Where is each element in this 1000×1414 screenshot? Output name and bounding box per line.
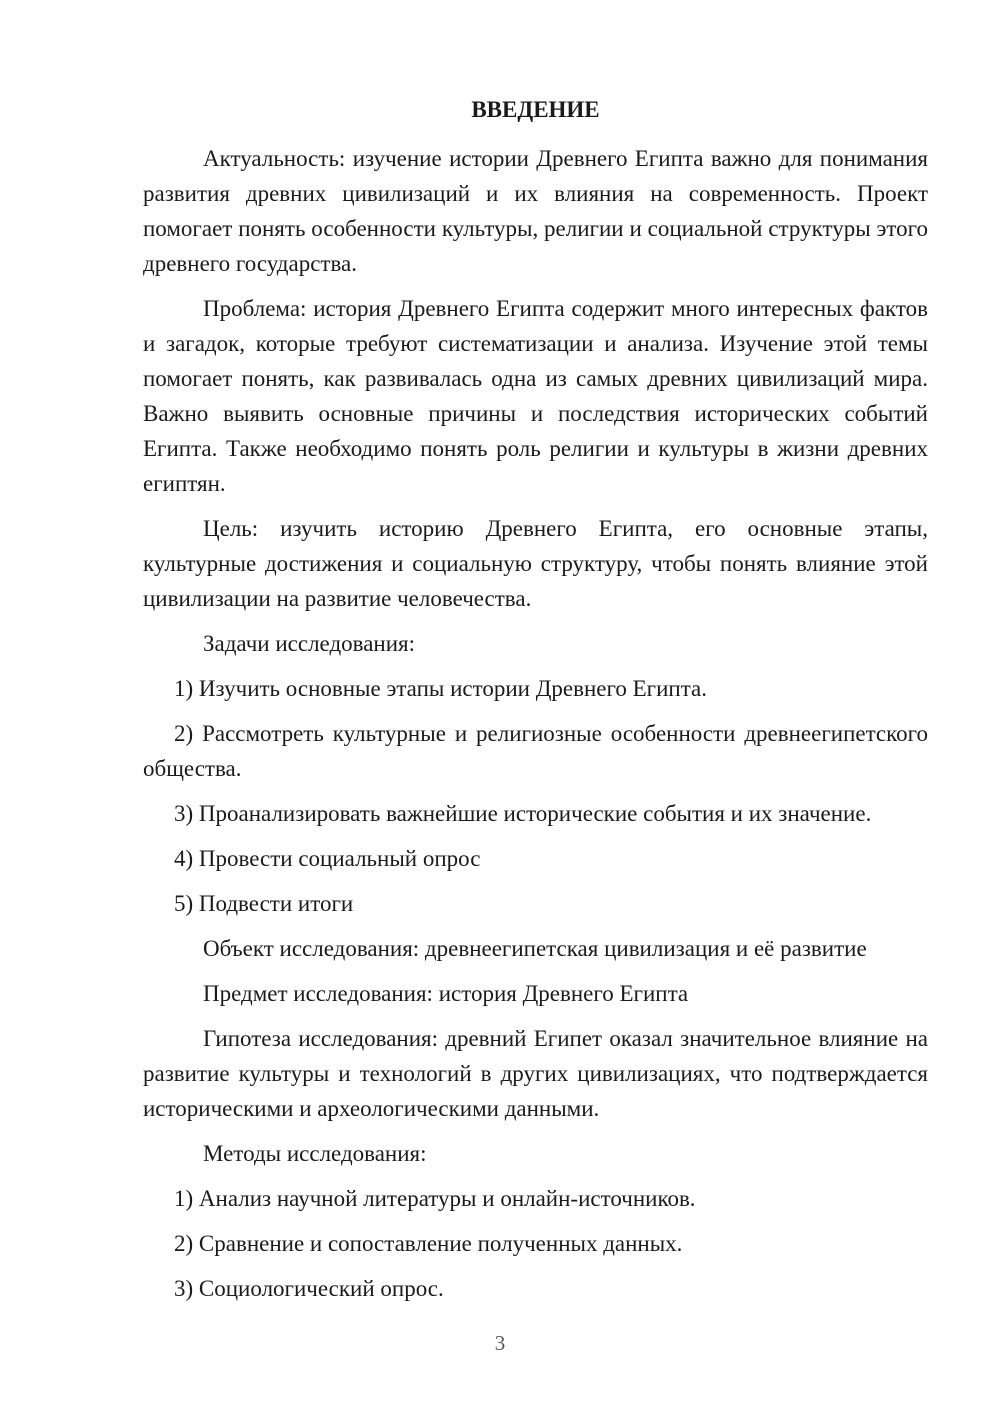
research-object: Объект исследования: древнеегипетская цивилизация и её развитие bbox=[203, 936, 867, 961]
task-item: 3) Проанализировать важнейшие исторические события и их значение. bbox=[174, 801, 872, 826]
paragraph-problem: Проблема: история Древнего Египта содержит много интересных фактов и загадок, которые требуют систематизации и анализа. Изучение этой темы помогает понять, как развивалась одна из самых древних цивилизаций мира. Важно выявить основные причины и последствия исторических событий Египта. Также необходимо понять роль религии и культуры в жизни древних египтян. bbox=[143, 296, 928, 496]
task-item: 1) Изучить основные этапы истории Древнего Египта. bbox=[174, 676, 707, 701]
paragraph-goal: Цель: изучить историю Древнего Египта, его основные этапы, культурные достижения и социальную структуру, чтобы понять влияние этой цивилизации на развитие человечества. bbox=[143, 516, 928, 611]
task-item: 2) Рассмотреть культурные и религиозные особенности древнеегипетского общества. bbox=[143, 721, 928, 781]
method-item: 2) Сравнение и сопоставление полученных данных. bbox=[174, 1231, 683, 1256]
page-content bbox=[143, 92, 928, 1316]
method-item: 3) Социологический опрос. bbox=[174, 1276, 444, 1301]
research-subject: Предмет исследования: история Древнего Египта bbox=[203, 981, 689, 1006]
tasks-heading: Задачи исследования: bbox=[203, 631, 416, 656]
method-item: 1) Анализ научной литературы и онлайн-источников. bbox=[174, 1186, 696, 1211]
task-item: 4) Провести социальный опрос bbox=[174, 846, 481, 871]
task-item: 5) Подвести итоги bbox=[174, 891, 354, 916]
paragraph-hypothesis: Гипотеза исследования: древний Египет оказал значительное влияние на развитие культуры и технологий в других цивилизациях, что подтверждается историческими и археологическими данными. bbox=[143, 1026, 928, 1121]
methods-heading: Методы исследования: bbox=[203, 1141, 427, 1166]
page-number: 3 bbox=[494, 1331, 506, 1355]
page-title: ВВЕДЕНИЕ bbox=[471, 97, 600, 122]
paragraph-relevance: Актуальность: изучение истории Древнего Египта важно для понимания развития древних цивилизаций и их влияния на современность. Проект помогает понять особенности культуры, религии и социальной структуры этого древнего государства. bbox=[143, 146, 928, 276]
